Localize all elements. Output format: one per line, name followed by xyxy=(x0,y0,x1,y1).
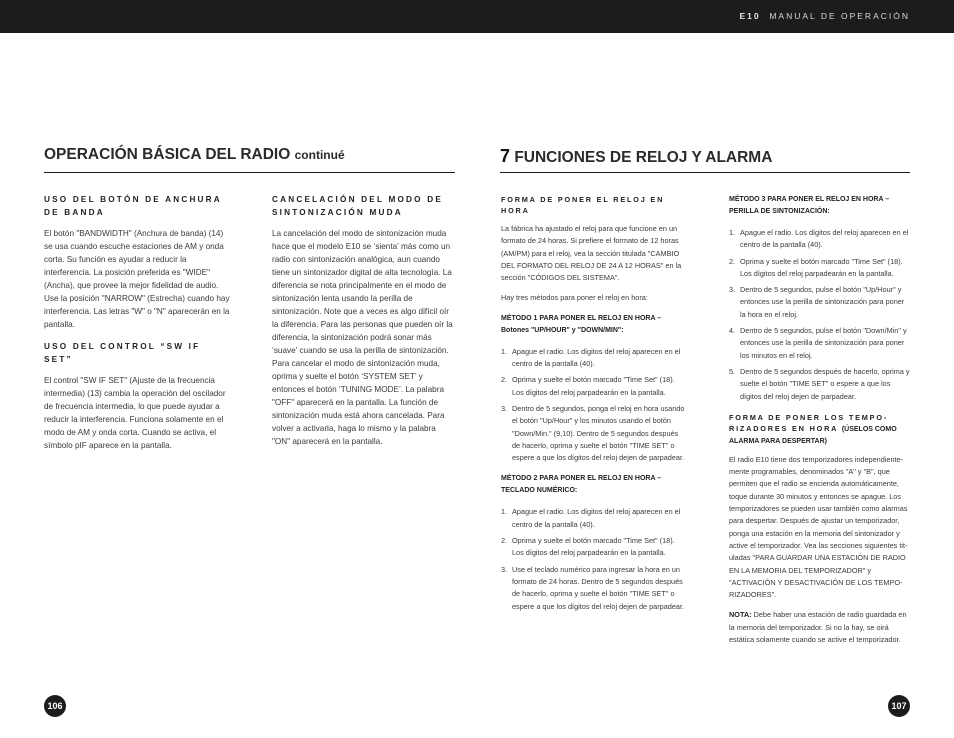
manual-title: MANUAL DE OPERACIÓN xyxy=(769,11,910,21)
left-column-2 xyxy=(272,193,455,457)
clock-methods-count: Hay tres métodos para poner el reloj en hora: xyxy=(501,293,648,303)
left-title-rule xyxy=(44,172,455,173)
list-item: 3. Dentro de 5 segundos, pulse el botón "Up/Hour" y entonces use la perilla de sintonización para poner la hora en el reloj. xyxy=(729,285,905,319)
right-column-2 xyxy=(729,194,911,654)
right-title-text: FUNCIONES DE RELOJ Y ALARMA xyxy=(514,149,773,166)
top-header-bar xyxy=(0,0,954,33)
mute-cancel-paragraph: La cancelación del modo de sintonización muda hace que el modelo E10 se ‘sienta’ más como un radio con sintonización analógica, aun cuando tiene un sintonizador digital de alta tecnología. La diferencia se nota principalmente en el modo de sintonización lenta usando la perilla de sintonización. Note que a veces es algo difícil oír la diferencia. Para las personas que pueden oír la diferencia, la sintonización podrá sonar más ‘suave’ cuando se usa la perilla de sintonización. Para cancelar el modo de sintonización muda, oprima y suelte el botón ‘SYSTEM SET’ y entonces el botón ‘TUNING MODE’. La palabra "OFF" aparecerá en la pantalla. La función de sintonización muda está ahora cancelada. Para volver a activarla, haga lo mismo y la palabra "ON" aparecerá en la pantalla. xyxy=(272,229,453,446)
list-item: 4. Dentro de 5 segundos, pulse el botón "Down/Min" y entonces use la perilla de sintonización para poner los minutos en el reloj. xyxy=(729,326,907,360)
left-section-title xyxy=(44,146,345,164)
bandwidth-heading: USO DEL BOTÓN DE ANCHURA DE BANDA xyxy=(44,195,222,217)
method2-heading: MÉTODO 2 PARA PONER EL RELOJ EN HORA – TECLADO NUMÉRICO: xyxy=(501,475,662,495)
page-number-right: 107 xyxy=(888,695,910,717)
timers-heading: FORMA DE PONER LOS TEMPO-RIZADORES EN HORA (ÚSELOS COMO ALARMA PARA DESPERTAR) xyxy=(729,412,897,445)
page-number-left: 106 xyxy=(44,695,66,717)
method3-heading: MÉTODO 3 PARA PONER EL RELOJ EN HORA – PERILLA DE SINTONIZACIÓN: xyxy=(729,196,890,215)
mute-cancel-heading: CANCELACIÓN DEL MODO DE SINTONIZACIÓN MUDA xyxy=(272,195,443,217)
section-number: 7 xyxy=(500,146,511,166)
bandwidth-paragraph: El botón "BANDWIDTH" (Anchura de banda) (14) se usa cuando escuche estaciones de AM y onda corta. Su función es ayudar a reducir la interferencia. La posición preferida es "WIDE" (Ancha), que provee la mejor fidelidad de audio. Use la posición "NARROW" (Estrecha) cuando hay interferencia. Las letras "W" o "N" aparecerán en la pantalla. xyxy=(44,229,230,329)
note-text: Debe haber una estación de radio guardada en la memoria del temporizador. Si no la hay, se oirá estática solamente cuando se active el temporizador. xyxy=(729,610,907,645)
right-section-title xyxy=(500,146,772,167)
list-item: 2. Oprima y suelte el botón marcado "Time Set" (18). Los dígitos del reloj parpadearán en la pantalla. xyxy=(501,375,675,397)
running-header xyxy=(739,11,910,21)
list-item: 2. Oprima y suelte el botón marcado "Time Set" (18). Los dígitos del reloj parpadearán en la pantalla. xyxy=(501,536,675,558)
swifset-heading: USO DEL CONTROL “SW IF SET” xyxy=(44,342,201,364)
clock-set-heading: FORMA DE PONER EL RELOJ EN HORA xyxy=(501,195,665,215)
method2-list xyxy=(501,506,685,612)
list-item: 3. Dentro de 5 segundos, ponga el reloj en hora usando el botón "Up/Hour" y los minutos usando el botón "Down/Min." (9,10). Dentro de 5 segundos después de hacerlo, oprima y suelte el botón "TIME SET" o espere a que los dígitos del reloj dejen de parpadear. xyxy=(501,403,685,463)
method1-list xyxy=(501,346,685,465)
method1-heading: MÉTODO 1 PARA PONER EL RELOJ EN HORA – Botones "UP/HOUR" y "DOWN/MIN": xyxy=(501,314,662,334)
left-title-suffix: continué xyxy=(294,148,345,162)
clock-set-intro: La fábrica ha ajustado el reloj para que funcione en un formato de 24 horas. Si prefiere el formato de 12 horas (AM/PM) para el reloj, vea la sección titulada "CAMBIO DEL FORMATO DEL RELOJ DE 24 A 12 HORAS" en la sección "CÓDIGOS DEL SISTEMA". xyxy=(501,224,682,283)
timers-paragraph: El radio E10 tiene dos temporizadores independiente-mente programables, denominados "A" y "B", que permiten que el radio se encienda automáticamente, toque durante 30 minutos y entonces se apague. Los temporizadores se pueden usar también como alarmas para despertar. Después de ajustar un temporizador, ponga una estación en la memoria del sintonizador y active el temporizador. Vea las secciones siguientes tit-uladas "PARA GUARDAR UNA ESTACIÓN DE RADIO EN LA MEMORIA DEL TEMPORIZADOR" y "ACTIVACIÓN Y DESACTIVACIÓN DE LOS TEMPO-RIZADORES". xyxy=(729,454,908,600)
list-item: 1. Apague el radio. Los dígitos del reloj aparecen en el centro de la pantalla (40). xyxy=(501,346,681,369)
list-item: 2. Oprima y suelte el botón marcado "Time Set" (18). Los dígitos del reloj parpadearán en la pantalla. xyxy=(729,256,903,278)
right-title-rule xyxy=(500,172,910,173)
right-column-1 xyxy=(501,194,685,622)
list-item: 1. Apague el radio. Los dígitos del reloj aparecen en el centro de la pantalla (40). xyxy=(501,507,681,529)
swifset-paragraph: El control "SW IF SET" (Ajuste de la frecuencia intermedia) (13) cambia la operación del oscilador de frecuencia intermedia, lo que puede ayudar a reducir la interferencia. Funciona solamente en el modo de AM y onda corta. Cuando se activa, el símbolo pIF aparece en la pantalla. xyxy=(44,376,226,450)
brand-label: E10 xyxy=(739,11,761,21)
list-item: 1. Apague el radio. Los dígitos del reloj aparecen en el centro de la pantalla (40). xyxy=(729,228,909,250)
list-item: 3. Use el teclado numérico para ingresar la hora en un formato de 24 horas. Dentro de 5 segundos después de hacerlo, oprima y suelte el botón "TIME SET" o espere a que los dígitos del reloj dejen de parpadear. xyxy=(501,564,685,611)
note-label: NOTA: xyxy=(729,610,752,620)
left-title-text: OPERACIÓN BÁSICA DEL RADIO xyxy=(44,146,291,163)
timers-note xyxy=(729,609,911,646)
timers-heading-suffix: (ÚSELOS COMO ALARMA PARA DESPERTAR) xyxy=(729,425,897,445)
left-column-1 xyxy=(44,193,232,461)
method3-list xyxy=(729,227,911,403)
list-item: 5. Dentro de 5 segundos después de hacerlo, oprima y suelte el botón "TIME SET" o espere a que los dígitos del reloj dejen de parpadear. xyxy=(729,366,910,401)
